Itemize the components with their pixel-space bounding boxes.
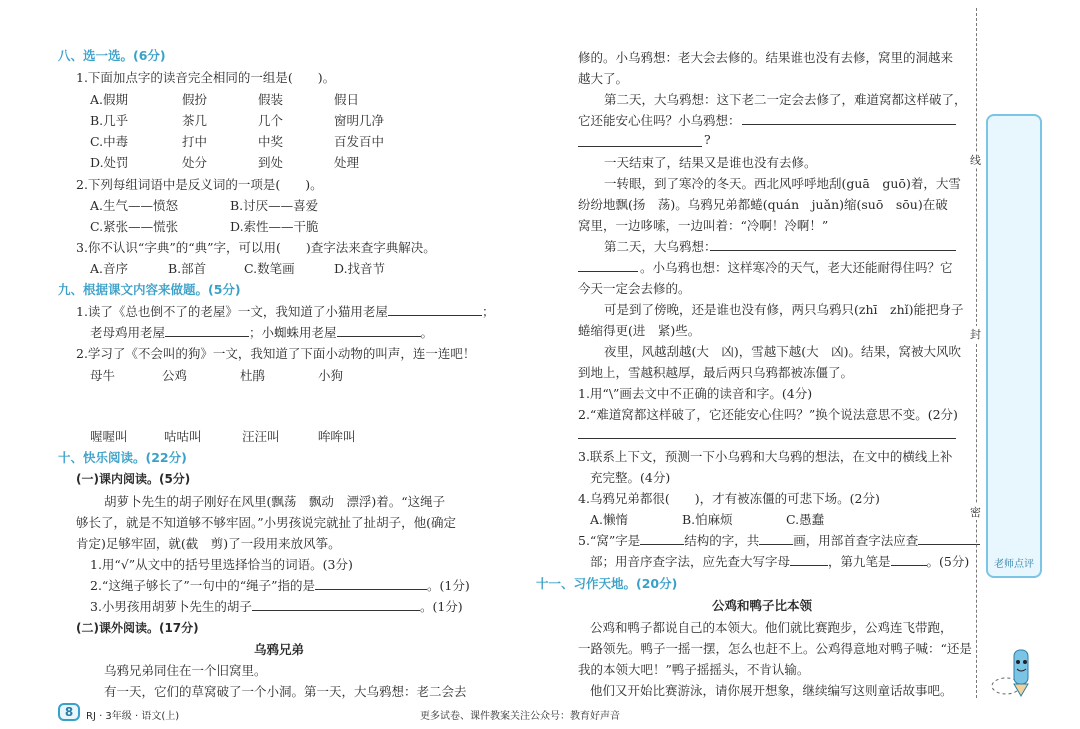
animal-puppy[interactable]: 小狗 <box>318 368 344 383</box>
q4-option-a: A.懒惰 <box>590 512 629 527</box>
section-9-title: 九、根据课文内容来做题。(5分) <box>58 282 241 297</box>
pencil-mascot-icon <box>988 640 1042 700</box>
question-text: 画，用部首查字法应查 <box>793 533 919 548</box>
story-line-5: 第二天，大乌鸦想：这下老二一定会去修了，难道窝都这样破了， <box>604 92 967 107</box>
q4-option-b: B.怕麻烦 <box>682 512 733 527</box>
story-blank-1b[interactable] <box>578 146 702 147</box>
option-text: 几个 <box>258 113 284 128</box>
s10-p2-question-4: 4.乌鸦兄弟都很( )，才有被冻僵的可悲下场。(2分) <box>578 491 880 506</box>
story-line-10: 纷纷地飘(扬 荡)。乌鸦兄弟都蜷(quán juǎn)缩(suō sōu)在破 <box>578 197 948 212</box>
story-line-8: 一天结束了，结果又是谁也没有去修。 <box>604 155 817 170</box>
option-text: C.中毒 <box>90 134 129 149</box>
s8-question-1: 1.下面加点字的读音完全相同的一组是( )。 <box>76 70 336 85</box>
essay-line-3: 我的本领大吧！”鸭子摇摇头，不肯认输。 <box>578 662 810 677</box>
story-line-12: 第二天，大乌鸦想： <box>604 239 717 254</box>
animal-cuckoo[interactable]: 杜鹃 <box>240 368 266 383</box>
s10-p1-line-2: 够长了，就是不知道够不够牢固。”小男孩说完就扯了扯胡子，他(确定 <box>76 515 457 530</box>
question-text: 结构的字，共 <box>684 533 760 548</box>
s10-p2-question-3-cont: 充完整。(4分) <box>590 470 671 485</box>
s10-part2-title: (二)课外阅读。(17分) <box>76 621 199 635</box>
sound-gugu[interactable]: 咕咕叫 <box>164 429 202 444</box>
option-text: 窗明几净 <box>334 113 385 128</box>
option-text: 假装 <box>258 92 284 107</box>
q2-answer-line[interactable] <box>578 438 956 439</box>
s8-q2-option-a: A.生气——愤怒 <box>90 198 179 213</box>
story-line-9: 一转眼，到了寒冷的冬天。西北风呼呼地刮(guā guō)着，大雪 <box>604 176 961 191</box>
essay-line-4: 他们又开始比赛游泳，请你展开想象，继续编写这则童话故事吧。 <box>590 683 953 698</box>
fold-line <box>976 8 977 698</box>
s10-p1-line-3: 肯定)足够牢固，就(截 剪)了一段用来放风筝。 <box>76 536 341 551</box>
sound-wangwang[interactable]: 汪汪叫 <box>242 429 280 444</box>
answer-blank[interactable] <box>759 533 793 545</box>
score-text: 。(1分) <box>427 578 470 593</box>
option-text: 百发百中 <box>334 134 385 149</box>
option-text: B.几乎 <box>90 113 129 128</box>
story-line-7: ? <box>704 132 711 147</box>
s8-q3-option-a: A.音序 <box>90 261 129 276</box>
s10-part1-title: (一)课内阅读。(5分) <box>76 472 191 486</box>
s10-p2-question-1: 1.用“\”画去文中不正确的读音和字。(4分) <box>578 386 813 401</box>
animal-rooster[interactable]: 公鸡 <box>162 368 188 383</box>
question-text: 1.读了《总也倒不了的老屋》一文，我知道了小猫用老屋 <box>76 304 388 319</box>
answer-blank[interactable] <box>918 533 980 545</box>
story-line-13: 。小乌鸦也想：这样寒冷的天气，老大还能耐得住吗？它 <box>640 260 953 275</box>
s8-q2-option-b: B.讨厌——喜爱 <box>230 198 319 213</box>
option-text: 处理 <box>334 155 360 170</box>
option-text: 茶几 <box>182 113 208 128</box>
option-text: 中奖 <box>258 134 284 149</box>
question-text: 5.“窝”字是 <box>578 533 641 548</box>
s8-q2-option-c: C.紧张——慌张 <box>90 219 179 234</box>
s10-p2-question-2: 2.“难道窝都这样破了，它还能安心住吗？”换个说法意思不变。(2分) <box>578 407 958 422</box>
option-text: 假扮 <box>182 92 208 107</box>
punct: ； <box>481 304 495 319</box>
s10-p2-question-3: 3.联系上下文，预测一下小乌鸦和大乌鸦的想法，在文中的横线上补 <box>578 449 953 464</box>
story-line-11: 窝里，一边哆嗦，一边叫着：“冷啊！冷啊！” <box>578 218 829 233</box>
story-line-15: 可是到了傍晚，还是谁也没有修，两只乌鸦只(zhī zhǐ)能把身子 <box>604 302 964 317</box>
score-text: 。(5分) <box>926 554 970 569</box>
s8-q2-option-d: D.索性——干脆 <box>230 219 319 234</box>
s10-p2-question-5-cont <box>590 552 969 570</box>
s8-q3-option-b: B.部首 <box>168 261 207 276</box>
punct: 。 <box>420 325 434 340</box>
sound-wowo[interactable]: 喔喔叫 <box>90 429 128 444</box>
option-text: A.假期 <box>90 92 129 107</box>
section-11-title: 十一、习作天地。(20分) <box>536 576 678 591</box>
answer-blank[interactable] <box>388 304 482 316</box>
section-10-title: 十、快乐阅读。(22分) <box>58 450 187 465</box>
book-info: RJ · 3年级 · 语文(上) <box>86 711 180 722</box>
s8-question-3: 3.你不认识“字典”的“典”字，可以用( )查字法来查字典解决。 <box>76 240 436 255</box>
answer-blank[interactable] <box>165 325 249 337</box>
animal-cow[interactable]: 母牛 <box>90 368 116 383</box>
s8-question-2: 2.下列每组词语中是反义词的一项是( )。 <box>76 177 323 192</box>
story-blank-1a[interactable] <box>742 124 956 125</box>
option-text: 到处 <box>258 155 284 170</box>
page-number-badge: 8 <box>58 703 80 721</box>
s10-p1-question-3 <box>90 597 463 615</box>
answer-blank[interactable] <box>790 554 828 566</box>
answer-blank[interactable] <box>315 578 427 590</box>
q4-option-c: C.愚蠢 <box>786 512 825 527</box>
question-text: 3.小男孩用胡萝卜先生的胡子 <box>90 599 252 614</box>
story-line-3: 修的。小乌鸦想：老大会去修的。结果谁也没有去修，窝里的洞越来 <box>578 50 954 65</box>
story-blank-2a[interactable] <box>710 250 956 251</box>
s10-p1-question-1: 1.用“√”从文中的括号里选择恰当的词语。(3分) <box>90 557 353 572</box>
story-line-6: 它还能安心住吗？小乌鸦想： <box>578 113 741 128</box>
answer-blank[interactable] <box>252 599 420 611</box>
question-text: 2.“这绳子够长了”一句中的“绳子”指的是 <box>90 578 315 593</box>
score-text: 。(1分) <box>419 599 463 614</box>
s10-p1-line-1: 胡萝卜先生的胡子刚好在风里(飘荡 飘动 漂浮)着。“这绳子 <box>104 494 446 509</box>
option-text: 假日 <box>334 92 360 107</box>
essay-line-1: 公鸡和鸭子都说自己的本领大。他们就比赛跑步，公鸡连飞带跑， <box>590 620 953 635</box>
story-line-17: 夜里，风越刮越(大 凶)，雪越下越(大 凶)。结果，窝被大风吹 <box>604 344 962 359</box>
story-title: 乌鸦兄弟 <box>254 642 305 657</box>
story-line-14: 今天一定会去修的。 <box>578 281 691 296</box>
fold-char-feng: 封 <box>970 328 981 341</box>
story-blank-2b[interactable] <box>578 271 638 272</box>
s9-question-2: 2.学习了《不会叫的狗》一文，我知道了下面小动物的叫声，连一连吧！ <box>76 346 476 361</box>
fold-char-xian: 线 <box>970 154 981 167</box>
fold-char-mi: 密 <box>970 506 981 519</box>
answer-blank[interactable] <box>337 325 421 337</box>
question-text: ，第九笔是 <box>828 554 891 569</box>
section-8-title: 八、选一选。(6分) <box>58 48 166 63</box>
story-line-1: 乌鸦兄弟同住在一个旧窝里。 <box>104 663 267 678</box>
option-text: 处分 <box>182 155 208 170</box>
teacher-comment-box[interactable] <box>986 114 1042 578</box>
s10-p1-question-2 <box>90 576 470 594</box>
footer-promo: 更多试卷、课件教案关注公众号：教育好声音 <box>420 711 620 722</box>
s10-p2-question-5 <box>578 531 980 549</box>
answer-blank[interactable] <box>640 533 684 545</box>
essay-title: 公鸡和鸭子比本领 <box>712 598 813 613</box>
s9-question-1-cont <box>90 323 433 341</box>
question-text: 部；用音序查字法，应先查大写字母 <box>590 554 791 569</box>
story-line-18: 到地上，雪越积越厚，最后两只乌鸦都被冻僵了。 <box>578 365 854 380</box>
story-line-16: 蜷缩得更(进 紧)些。 <box>578 323 701 338</box>
question-text: ；小蜘蛛用老屋 <box>249 325 337 340</box>
s8-q3-option-d: D.找音节 <box>334 261 386 276</box>
option-text: 打中 <box>182 134 208 149</box>
sound-moumou[interactable]: 哞哞叫 <box>318 429 356 444</box>
teacher-comment-label: 老师点评 <box>994 559 1034 570</box>
story-line-2: 有一天，它们的草窝破了一个小洞。第一天，大乌鸦想：老二会去 <box>104 684 467 699</box>
essay-line-2: 一路领先。鸭子一摇一摆，怎么也赶不上。公鸡得意地对鸭子喊：“还是 <box>578 641 972 656</box>
s8-q3-option-c: C.数笔画 <box>244 261 295 276</box>
story-line-4: 越大了。 <box>578 71 629 86</box>
question-text: 老母鸡用老屋 <box>90 325 166 340</box>
option-text: D.处罚 <box>90 155 129 170</box>
s9-question-1 <box>76 302 494 320</box>
answer-blank[interactable] <box>891 554 927 566</box>
